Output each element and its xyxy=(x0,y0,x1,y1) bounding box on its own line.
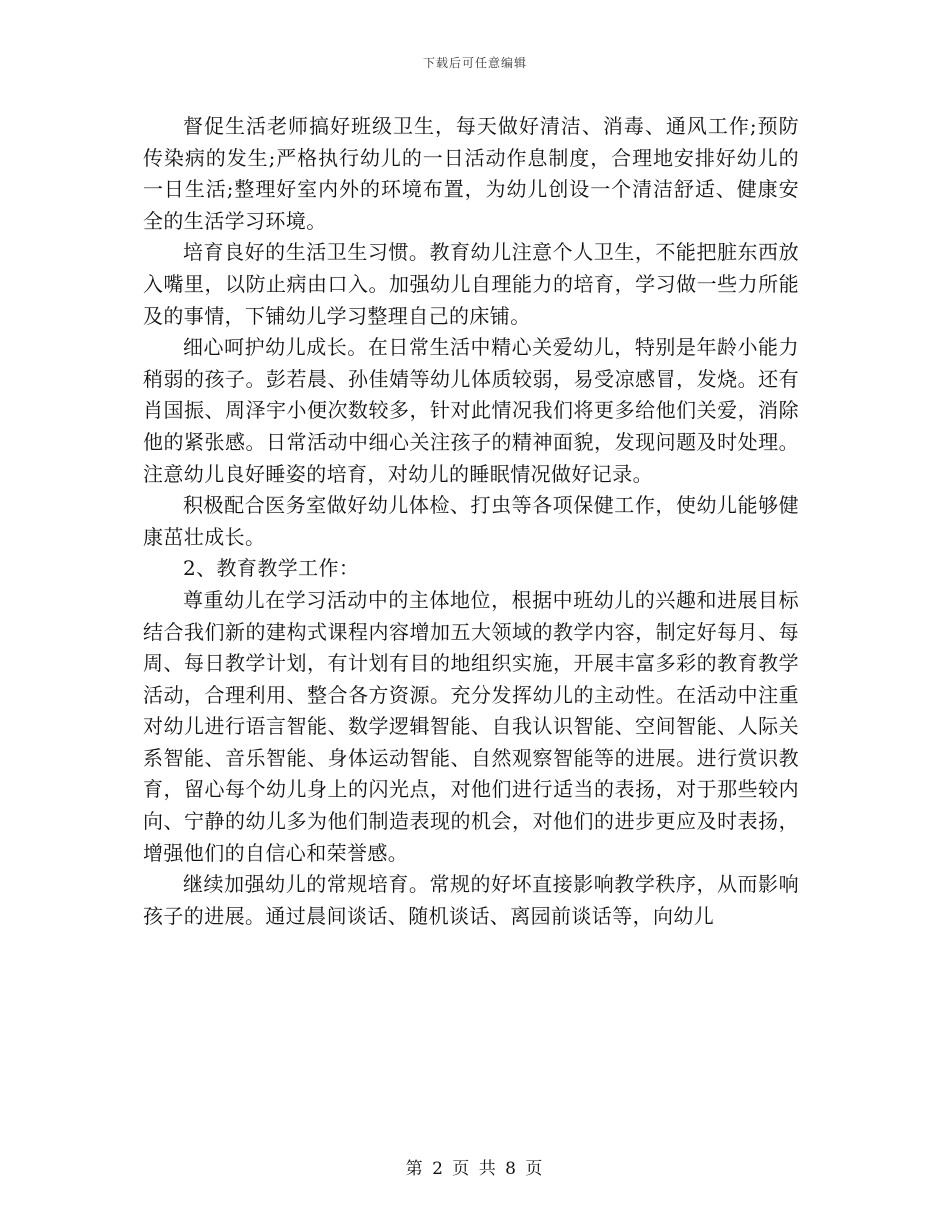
paragraph-hygiene-supervision: 督促生活老师搞好班级卫生，每天做好清洁、消毒、通风工作;预防传染病的发生;严格执行幼儿的一日活动作息制度，合理地安排好幼儿的一日生活;整理好室内外的环境布置，为幼儿创设一个清洁舒适、健康安全的生活学习环境。 xyxy=(143,114,799,233)
page-header: 下载后可任意编辑 xyxy=(422,56,527,70)
paragraph-routine-training: 继续加强幼儿的常规培育。常规的好坏直接影响教学秩序，从而影响孩子的进展。通过晨间谈话、随机谈话、离园前谈话等，向幼儿 xyxy=(143,872,799,928)
page-number: 第 2 页 共 8 页 xyxy=(405,1159,545,1179)
paragraph-care-growth: 细心呵护幼儿成长。在日常生活中精心关爱幼儿，特别是年龄小能力稍弱的孩子。彭若晨、孙佳婧等幼儿体质较弱，易受凉感冒，发烧。还有肖国振、周泽宇小便次数较多，针对此情况我们将更多给他们关爱，消除他的紧张感。日常活动中细心关注孩子的精神面貌，发现问题及时处理。注意幼儿良好睡姿的培育，对幼儿的睡眠情况做好记录。 xyxy=(143,335,799,486)
document-body xyxy=(143,111,799,932)
section-heading-teaching: 2、教育教学工作： xyxy=(183,556,360,581)
paragraph-hygiene-habits: 培育良好的生活卫生习惯。教育幼儿注意个人卫生，不能把脏东西放入嘴里，以防止病由口入。加强幼儿自理能力的培育，学习做一些力所能及的事情，下铺幼儿学习整理自己的床铺。 xyxy=(143,240,799,328)
paragraph-teaching-plan: 尊重幼儿在学习活动中的主体地位，根据中班幼儿的兴趣和进展目标结合我们新的建构式课程内容增加五大领域的教学内容，制定好每月、每周、每日教学计划，有计划有目的地组织实施，开展丰富多彩的教育教学活动，合理利用、整合各方资源。充分发挥幼儿的主动性。在活动中注重对幼儿进行语言智能、数学逻辑智能、自我认识智能、空间智能、人际关系智能、音乐智能、身体运动智能、自然观察智能等的进展。进行赏识教育，留心每个幼儿身上的闪光点，对他们进行适当的表扬，对于那些较内向、宁静的幼儿多为他们制造表现的机会，对他们的进步更应及时表扬，增强他们的自信心和荣誉感。 xyxy=(143,587,799,865)
paragraph-health-checkup: 积极配合医务室做好幼儿体检、打虫等各项保健工作，使幼儿能够健康茁壮成长。 xyxy=(143,493,799,549)
